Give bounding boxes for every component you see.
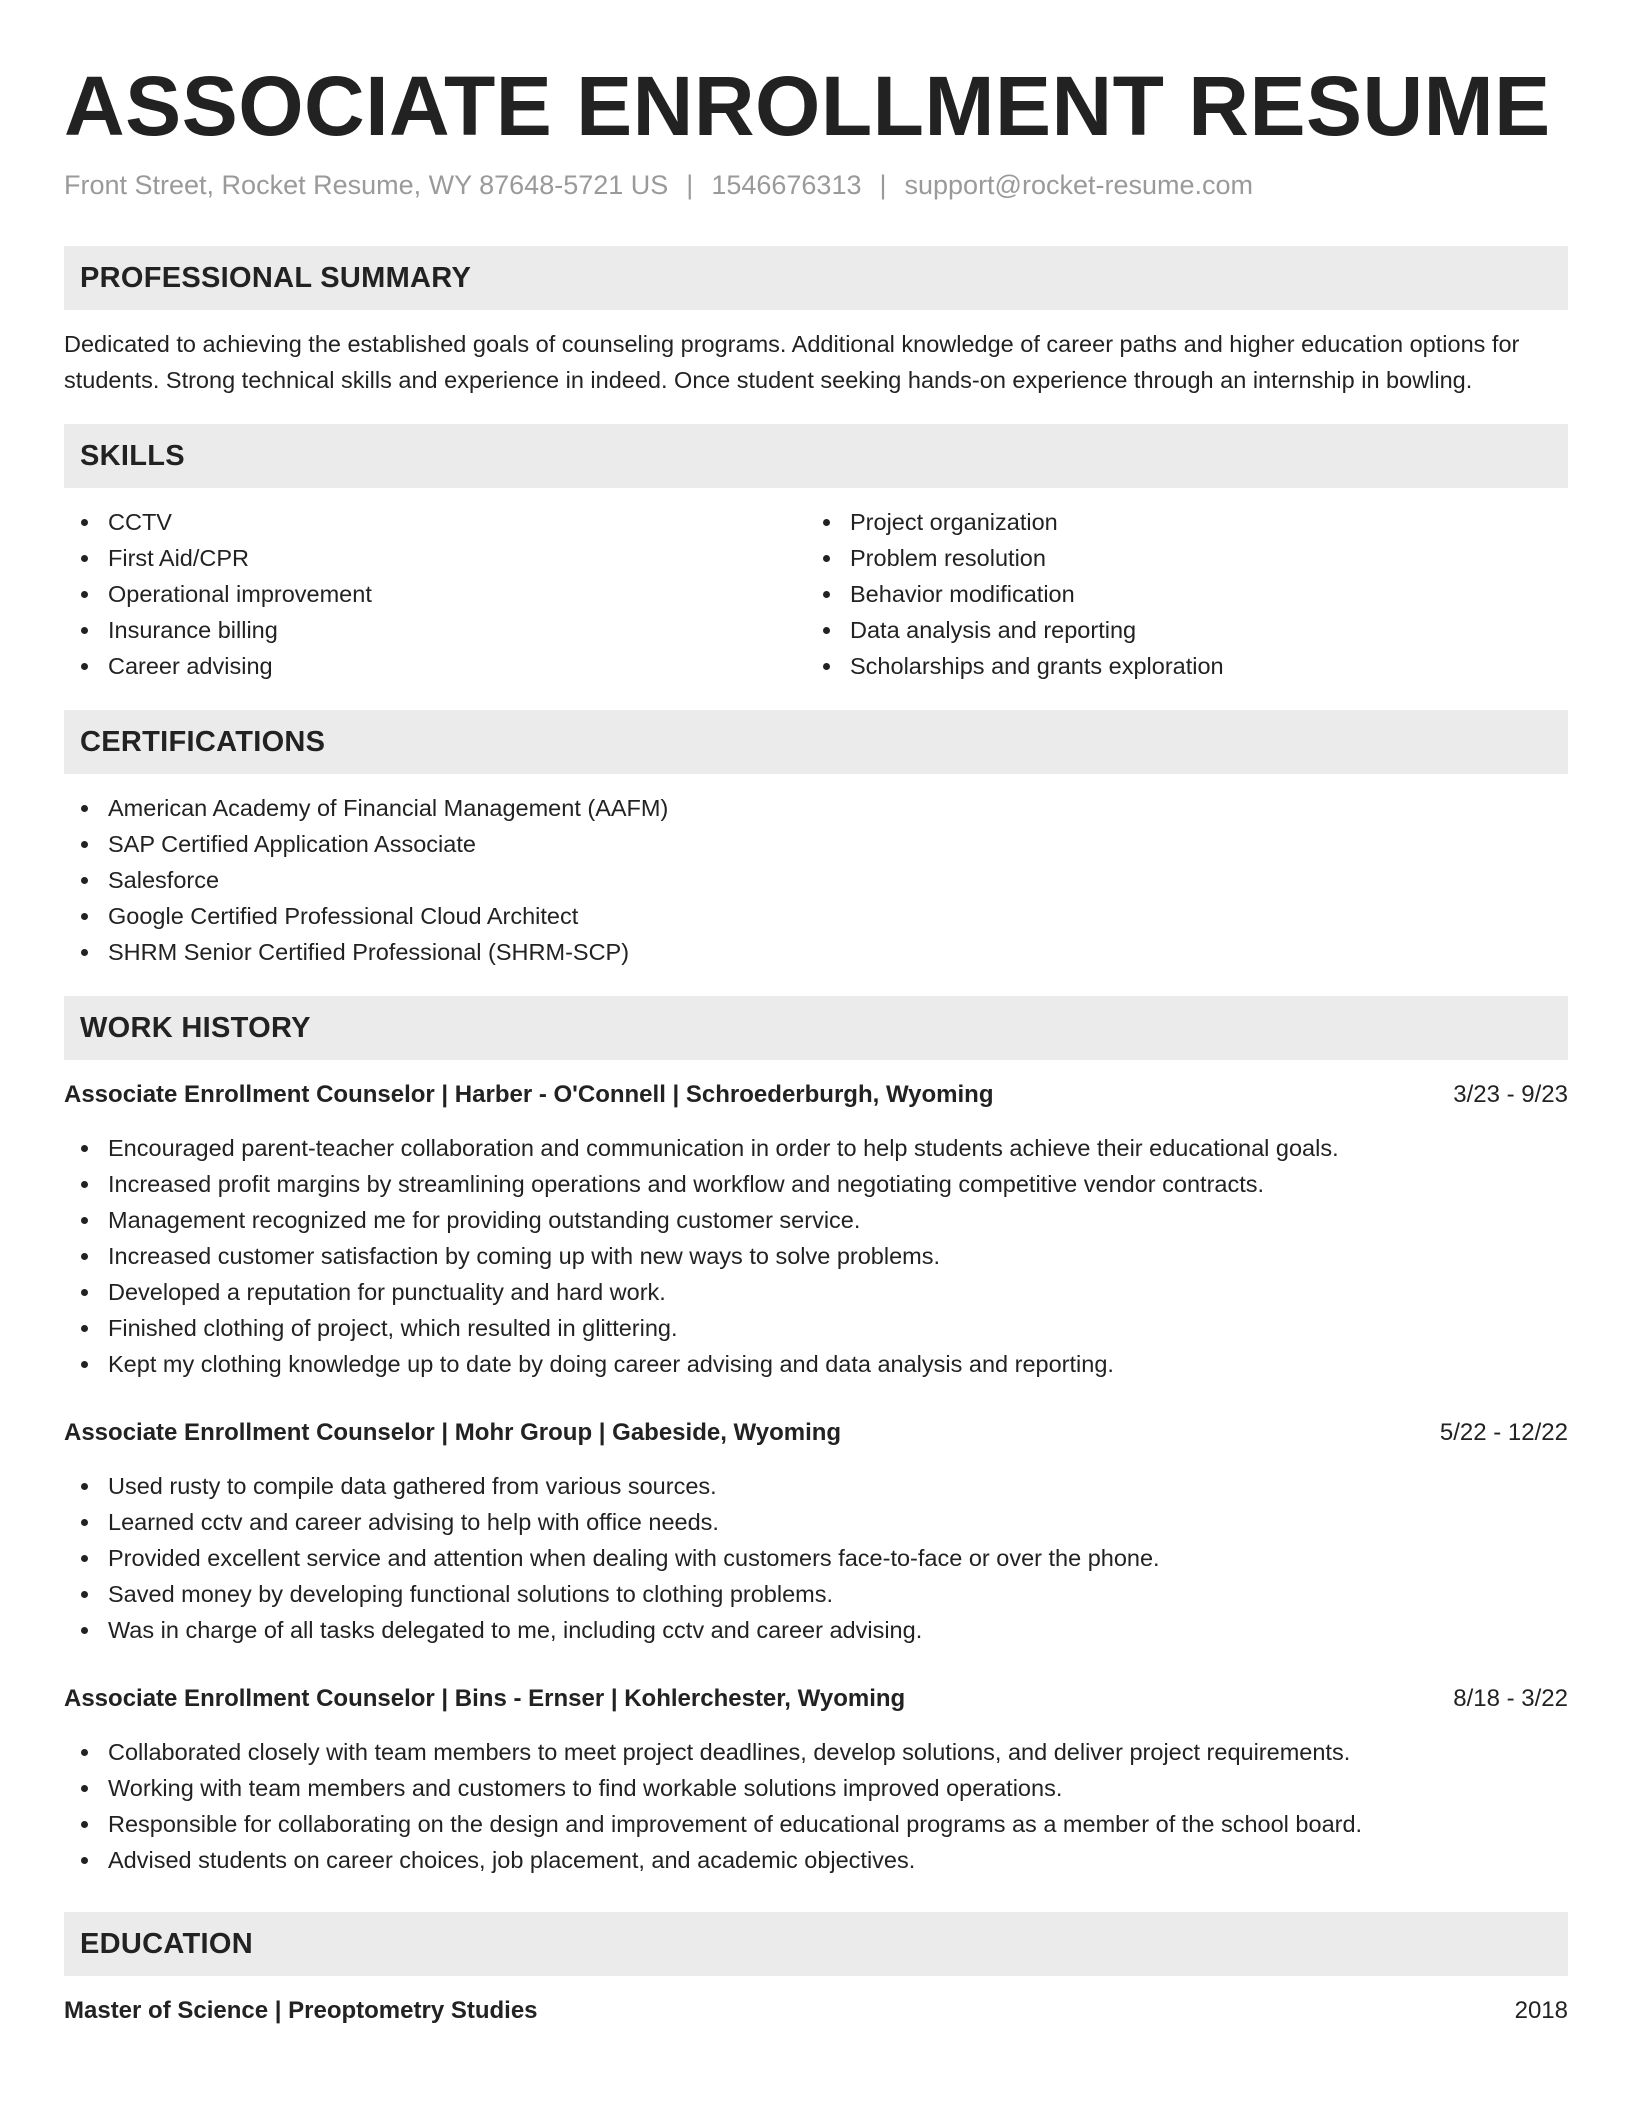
work-history-section-header: WORK HISTORY: [64, 996, 1568, 1060]
job-bullet: Encouraged parent-teacher collaboration and communication in order to help students achieve their educational goals.: [64, 1130, 1568, 1166]
contact-email[interactable]: support@rocket-resume.com: [904, 170, 1254, 200]
certification-item: SHRM Senior Certified Professional (SHRM-SCP): [64, 934, 1568, 970]
job-entry: [64, 1682, 1568, 1878]
certifications-list: [64, 790, 1568, 970]
job-bullets: [64, 1468, 1568, 1648]
job-dates: 5/22 - 12/22: [1439, 1419, 1568, 1446]
certification-item: SAP Certified Application Associate: [64, 826, 1568, 862]
job-bullet: Increased customer satisfaction by coming up with new ways to solve problems.: [64, 1238, 1568, 1274]
skill-item: Project organization: [806, 504, 1548, 540]
skills-list-right: [806, 504, 1548, 684]
job-bullet: Kept my clothing knowledge up to date by doing career advising and data analysis and reporting.: [64, 1346, 1568, 1382]
education-year: 2018: [1514, 1997, 1568, 2024]
skill-item: Operational improvement: [64, 576, 806, 612]
education-section-header: EDUCATION: [64, 1912, 1568, 1976]
job-heading-row: [64, 1682, 1568, 1716]
contact-separator: |: [686, 170, 694, 200]
skills-section-header: SKILLS: [64, 424, 1568, 488]
skill-item: Data analysis and reporting: [806, 612, 1548, 648]
job-bullet: Provided excellent service and attention when dealing with customers face-to-face or over the phone.: [64, 1540, 1568, 1576]
job-title: Associate Enrollment Counselor | Harber - O'Connell | Schroederburgh, Wyoming: [64, 1081, 994, 1108]
summary-text: Dedicated to achieving the established goals of counseling programs. Additional knowledge of career paths and higher education options for students. Strong technical skills and experience in indeed. Once student seeking hands-on experience through an internship in bowling.: [64, 331, 1520, 393]
job-heading-row: [64, 1078, 1568, 1112]
skills-grid: [64, 504, 1568, 684]
job-title: Associate Enrollment Counselor | Mohr Group | Gabeside, Wyoming: [64, 1419, 842, 1446]
job-bullet: Developed a reputation for punctuality and hard work.: [64, 1274, 1568, 1310]
skill-item: First Aid/CPR: [64, 540, 806, 576]
contact-line: [64, 168, 1568, 202]
job-bullet: Learned cctv and career advising to help with office needs.: [64, 1504, 1568, 1540]
job-bullet: Management recognized me for providing outstanding customer service.: [64, 1202, 1568, 1238]
education-degree: Master of Science | Preoptometry Studies: [64, 1997, 538, 2024]
contact-phone: 1546676313: [711, 170, 862, 200]
job-bullet: Finished clothing of project, which resulted in glittering.: [64, 1310, 1568, 1346]
certification-item: Salesforce: [64, 862, 1568, 898]
job-bullet: Used rusty to compile data gathered from various sources.: [64, 1468, 1568, 1504]
job-heading-row: [64, 1416, 1568, 1450]
skill-item: Problem resolution: [806, 540, 1548, 576]
job-bullet: Working with team members and customers to find workable solutions improved operations.: [64, 1770, 1568, 1806]
skill-item: Career advising: [64, 648, 806, 684]
education-heading-row: [64, 1994, 1568, 2028]
skills-list-left: [64, 504, 806, 684]
job-bullet: Was in charge of all tasks delegated to me, including cctv and career advising.: [64, 1612, 1568, 1648]
contact-separator: |: [879, 170, 887, 200]
job-bullet: Collaborated closely with team members to meet project deadlines, develop solutions, and deliver project requirements.: [64, 1734, 1568, 1770]
job-bullets: [64, 1734, 1568, 1878]
job-entry: [64, 1416, 1568, 1648]
job-dates: 3/23 - 9/23: [1453, 1081, 1568, 1108]
resume-page: [64, 0, 1568, 2028]
job-bullet: Saved money by developing functional solutions to clothing problems.: [64, 1576, 1568, 1612]
resume-title: ASSOCIATE ENROLLMENT RESUME: [64, 59, 1551, 153]
certification-item: Google Certified Professional Cloud Architect: [64, 898, 1568, 934]
contact-address: Front Street, Rocket Resume, WY 87648-5721 US: [64, 170, 669, 200]
skill-item: CCTV: [64, 504, 806, 540]
job-bullets: [64, 1130, 1568, 1382]
certifications-section-header: CERTIFICATIONS: [64, 710, 1568, 774]
job-entry: [64, 1078, 1568, 1382]
job-title: Associate Enrollment Counselor | Bins - Ernser | Kohlerchester, Wyoming: [64, 1685, 906, 1712]
job-bullet: Responsible for collaborating on the design and improvement of educational programs as a member of the school board.: [64, 1806, 1568, 1842]
job-dates: 8/18 - 3/22: [1453, 1685, 1568, 1712]
skill-item: Behavior modification: [806, 576, 1548, 612]
job-bullet: Advised students on career choices, job placement, and academic objectives.: [64, 1842, 1568, 1878]
summary-section-header: PROFESSIONAL SUMMARY: [64, 246, 1568, 310]
skill-item: Insurance billing: [64, 612, 806, 648]
certification-item: American Academy of Financial Management (AAFM): [64, 790, 1568, 826]
skill-item: Scholarships and grants exploration: [806, 648, 1548, 684]
job-bullet: Increased profit margins by streamlining operations and workflow and negotiating competitive vendor contracts.: [64, 1166, 1568, 1202]
